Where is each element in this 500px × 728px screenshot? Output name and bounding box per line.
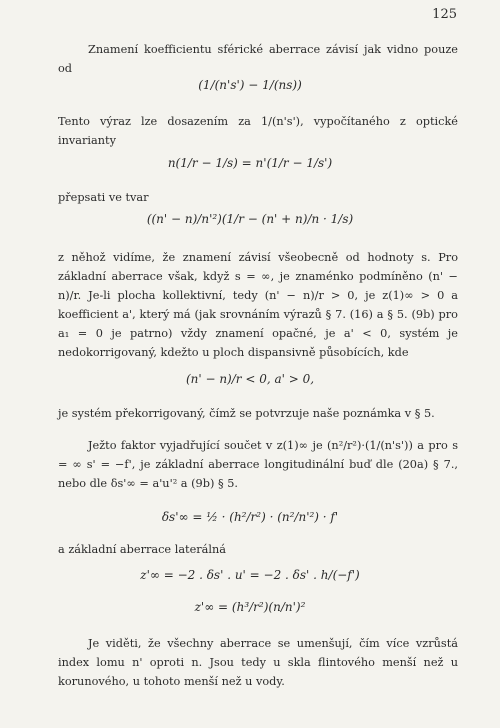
formula-2: n(1/r − 1/s) = n'(1/r − 1/s') [167,156,333,170]
formula-5: δs'∞ = ½ · (h²/r²) · (n²/n'²) · f' [161,510,339,524]
formula-3: ((n' − n)/n'²)(1/r − (n' + n)/n · 1/s) [146,212,354,226]
paragraph-3: přepsati ve tvar [58,191,149,204]
paragraph-4: z něhož vidíme, že znamení závisí všeobecně od hodnoty s. Pro základní aberrace však, když s = ∞, je znaménko podmíněno (n' − n)/r. Je-li plocha kollektivní, tedy (n' − n)/r > 0, je z(1)∞ > 0 a koefficient a', který má (jak srovnáním výrazů § 7. (16) a § 5. (9b) pro a₁ = 0 je patrno) vždy znamení opačné, je a' < 0, systém je nedokorrigovaný, kdežto u ploch dispansivně působících, kde [58,251,458,359]
paragraph-7: a základní aberrace laterálná [58,543,227,556]
formula-6: z'∞ = −2 . δs' . u' = −2 . δs' . h/(−f') [140,568,360,582]
paragraph-6: Ježto faktor vyjadřující součet v z(1)∞ je (n²/r²)·(1/(n's')) a pro s = ∞ s' = −f', je základní aberrace longitudinální buď dle (20a) § 7., nebo dle δs'∞ = a'u'² a (9b) § 5. [58,439,458,490]
page-number: 125 [432,7,457,22]
paragraph-1: Znamení koefficientu sférické aberrace závisí jak vidno pouze od [58,43,458,75]
paragraph-8: Je viděti, že všechny aberrace se umenšují, čím více vzrůstá index lomu n' oproti n. Jsou tedy u skla flintového menší než u korunového, u tohoto menší než u vody. [58,637,458,688]
formula-7: z'∞ = (h³/r²)(n/n')² [194,600,306,614]
formula-1: (1/(n's') − 1/(ns)) [198,78,302,92]
paragraph-2: Tento výraz lze dosazením za 1/(n's'), vypočítaného z optické invarianty [58,115,458,147]
paragraph-5: je systém překorrigovaný, čímž se potvrzuje naše poznámka v § 5. [58,407,435,420]
formula-4: (n' − n)/r < 0, a' > 0, [185,372,315,386]
